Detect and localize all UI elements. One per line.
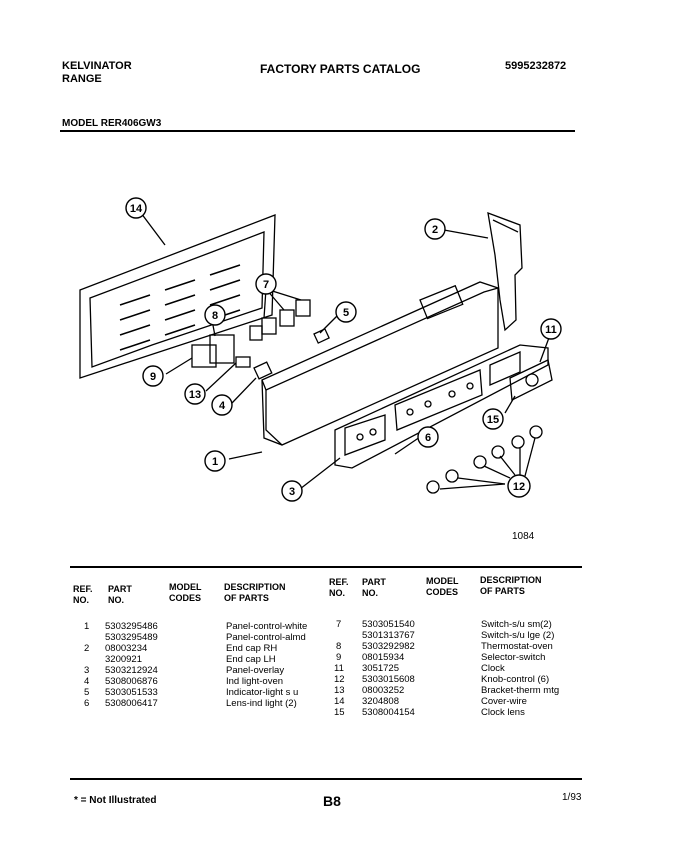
header-model: MODEL CODES [169,582,202,603]
row-part: 5303212924 [105,665,158,676]
catalog-number: 5995232872 [505,60,567,72]
selector-switch-part [192,345,216,367]
row-desc: Cover-wire [481,696,527,707]
page-number: B8 [323,793,341,809]
row-part: 08003234 [105,643,148,654]
callout-11: 11 [545,324,557,336]
callout-3: 3 [288,486,296,498]
header-part-right: PART NO. [362,577,386,598]
row-part: 3204808 [362,696,399,707]
issue-date: 1/93 [562,792,582,803]
row-ref: 9 [336,652,342,663]
row-part: 3200921 [105,654,142,665]
row-desc: Knob-control (6) [481,674,550,685]
callout-6: 6 [424,432,432,444]
callout-5: 5 [342,307,350,319]
row-ref: 7 [336,619,342,630]
row-part: 5303295486 [105,621,158,632]
row-part: 5301313767 [362,630,415,641]
thermostat-part [210,335,234,363]
row-part: 5308006417 [105,698,158,709]
control-panel-part [262,282,498,445]
model-label-text: MODEL [62,118,98,129]
brand-name: KELVINATOR [62,60,132,72]
row-desc: Clock [481,663,505,674]
row-part: 3051725 [362,663,399,674]
row-desc: Switch-s/u lge (2) [481,630,555,641]
row-desc: End cap RH [226,643,278,654]
row-desc: End cap LH [226,654,276,665]
header-part: PART NO. [108,584,132,605]
switch-part [262,318,276,334]
row-ref: 8 [336,641,342,652]
callout-8: 8 [211,310,219,322]
exploded-parts-diagram [60,180,580,560]
catalog-title: FACTORY PARTS CATALOG [260,62,421,76]
row-part: 5308006876 [105,676,158,687]
row-desc: Indicator-light s u [226,687,299,698]
row-ref: 2 [84,643,90,654]
header-desc: DESCRIPTION OF PARTS [224,582,286,603]
row-ref: 11 [334,663,344,674]
callout-12: 12 [512,481,526,493]
table-bottom-rule [70,778,582,780]
header-ref: REF. NO. [73,584,93,605]
callout-4: 4 [218,400,226,412]
callout-9: 9 [149,371,157,383]
row-ref: 12 [334,674,345,685]
callout-15: 15 [486,414,500,426]
end-cap-part [488,213,522,330]
row-ref: 14 [334,696,345,707]
row-part: 5303295489 [105,632,158,643]
row-desc: Switch-s/u sm(2) [481,619,552,630]
row-ref: 1 [84,621,90,632]
table-top-rule [70,566,582,568]
row-desc: Selector-switch [481,652,546,663]
row-ref: 13 [334,685,345,696]
header-model-right: MODEL CODES [426,576,459,597]
callout-14: 14 [129,203,143,215]
row-ref: 5 [84,687,90,698]
row-desc: Bracket-therm mtg [481,685,560,696]
callout-1: 1 [211,456,219,468]
callout-2: 2 [431,224,439,236]
diagram-frame-top [60,130,575,132]
model-label [62,118,161,129]
row-desc: Lens-ind light (2) [226,698,297,709]
callout-13: 13 [188,389,202,401]
header-ref-right: REF. NO. [329,577,349,598]
row-part: 08015934 [362,652,405,663]
row-desc: Panel-control-almd [226,632,306,643]
row-part: 5303051533 [105,687,158,698]
model-value: RER406GW3 [100,118,162,129]
row-part: 5303292982 [362,641,415,652]
product-name: RANGE [62,73,102,85]
row-ref: 6 [84,698,90,709]
row-part: 5308004154 [362,707,415,718]
row-part: 08003252 [362,685,405,696]
figure-number: 1084 [512,531,535,542]
row-ref: 15 [334,707,345,718]
row-ref: 4 [84,676,90,687]
row-desc: Clock lens [481,707,525,718]
row-desc: Thermostat-oven [481,641,553,652]
row-desc: Ind light-oven [226,676,284,687]
row-ref: 3 [84,665,90,676]
callout-7: 7 [262,279,270,291]
row-part: 5303015608 [362,674,415,685]
header-desc-right: DESCRIPTION OF PARTS [480,575,542,596]
not-illustrated-note: * = Not Illustrated [74,795,157,806]
row-part: 5303051540 [362,619,415,630]
row-desc: Panel-control-white [226,621,308,632]
row-desc: Panel-overlay [226,665,285,676]
